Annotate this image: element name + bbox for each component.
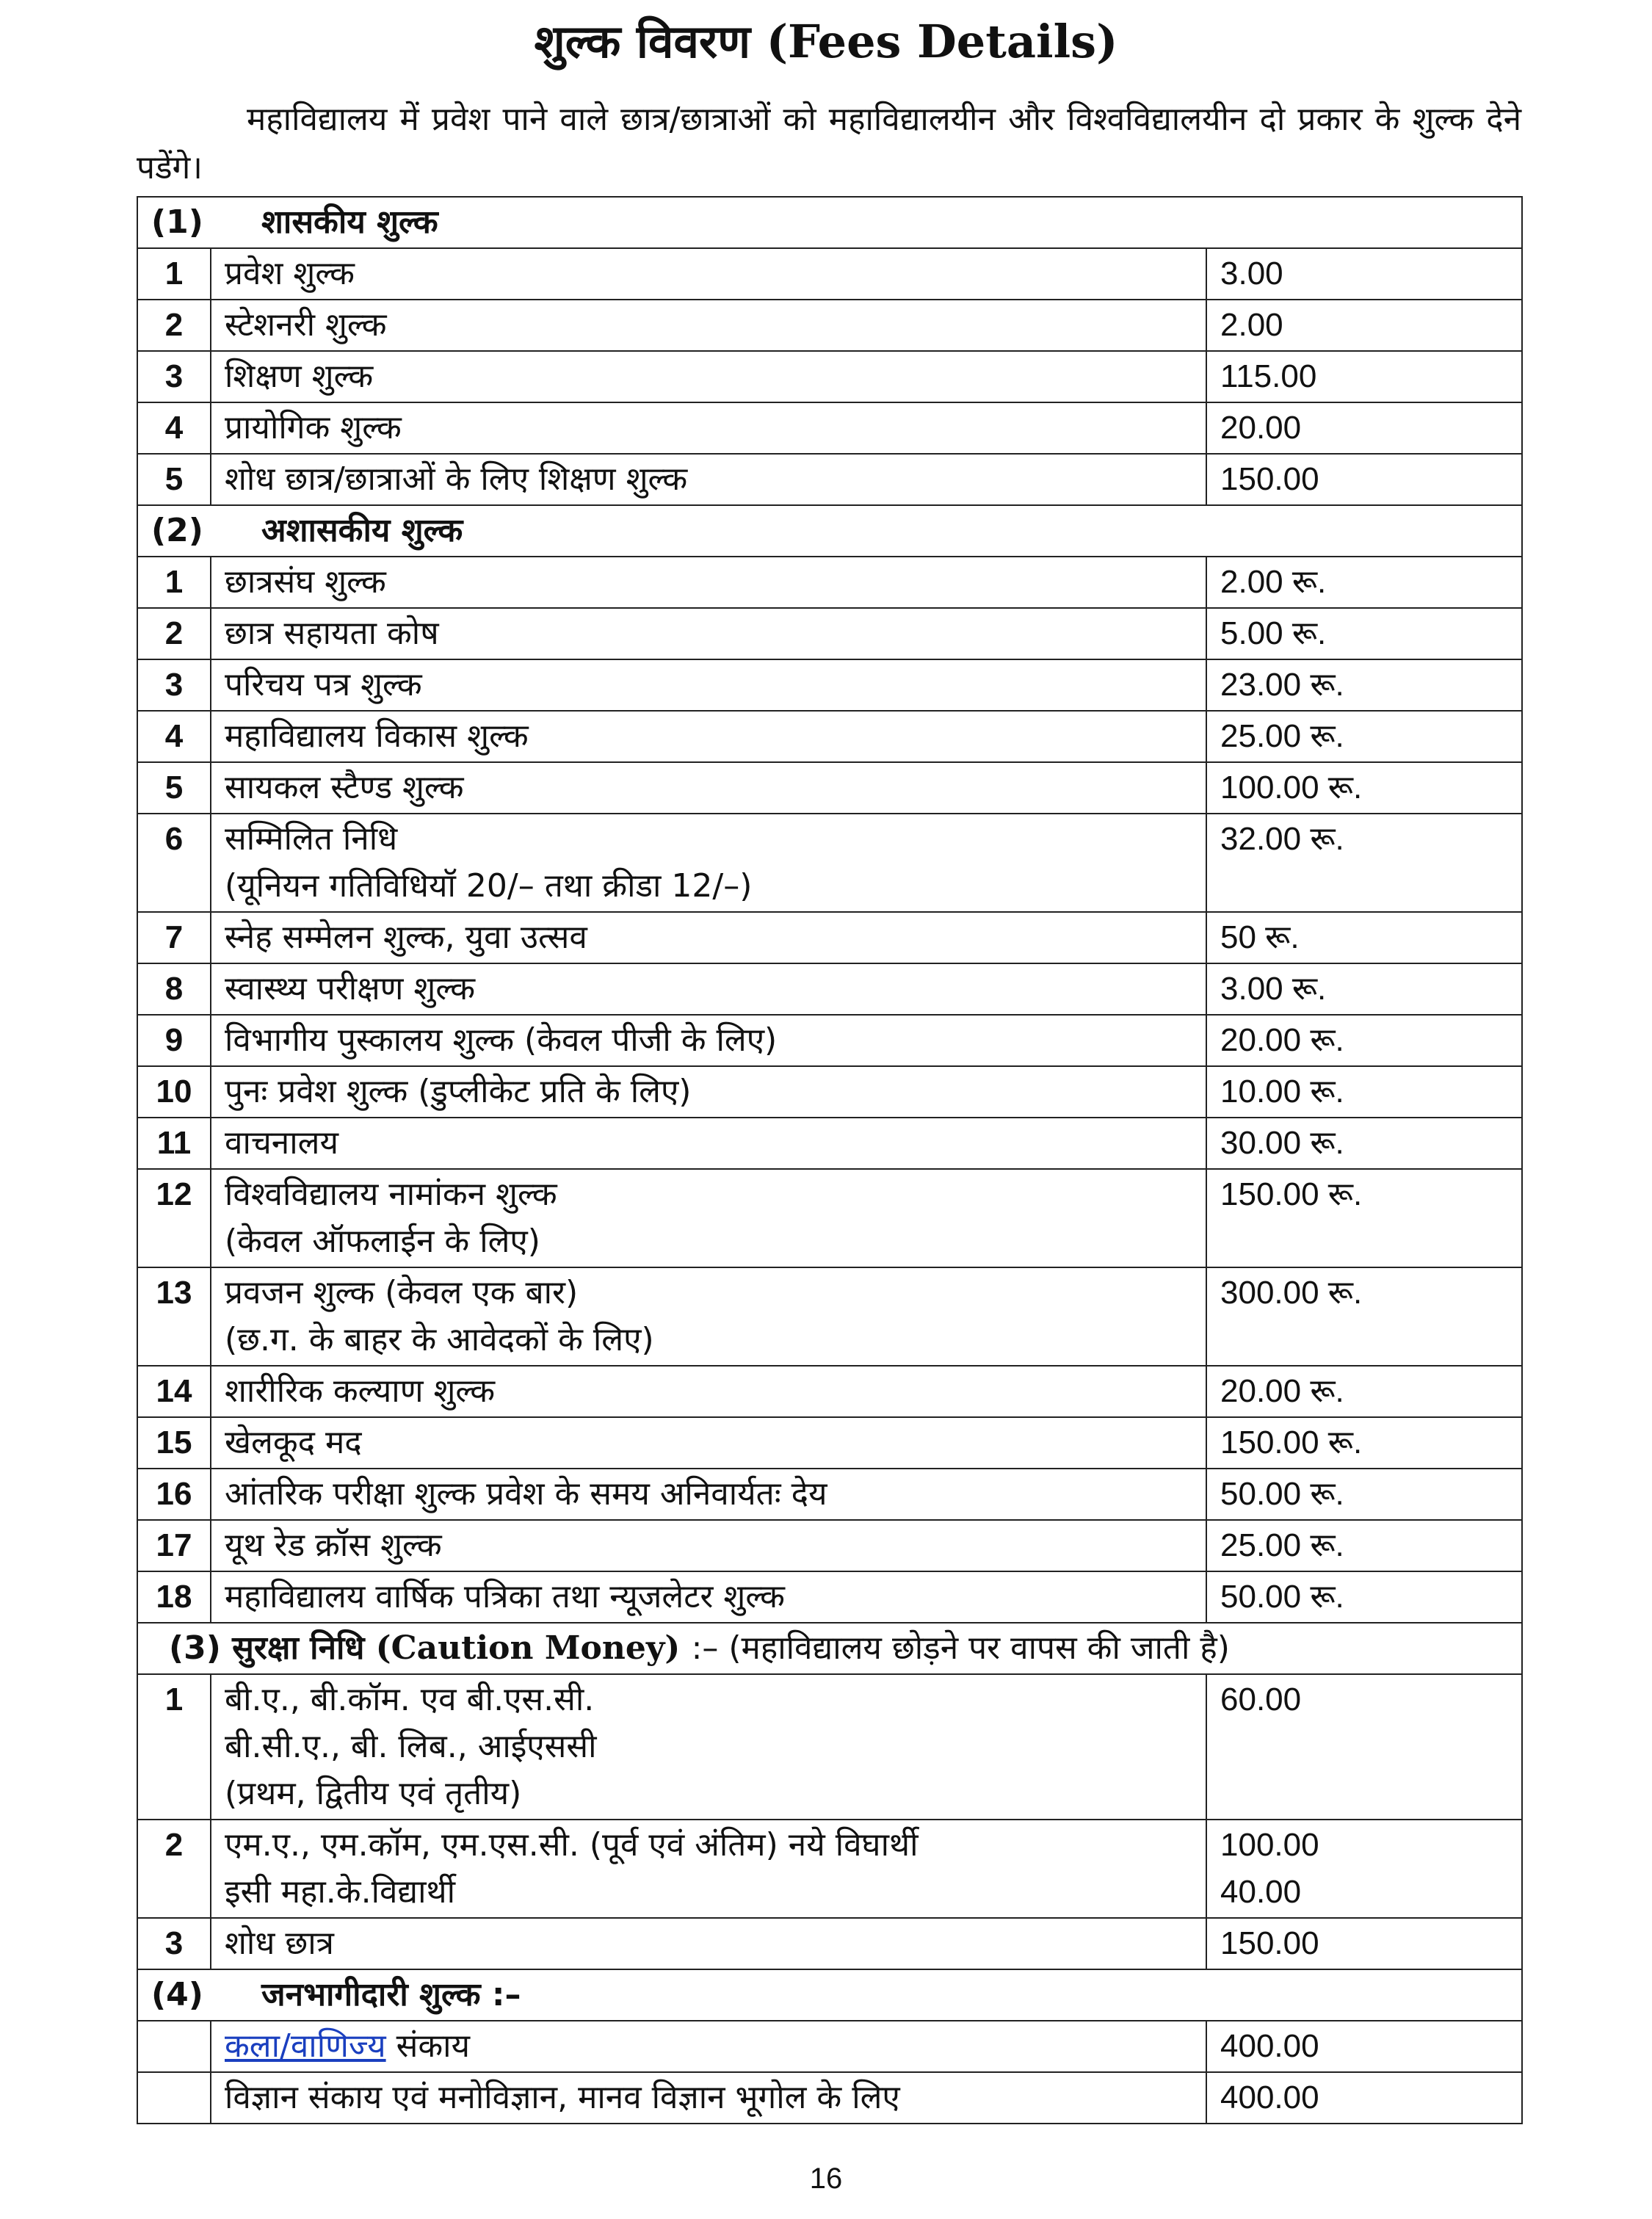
fee-description — [211, 300, 1206, 351]
fee-row — [137, 659, 1522, 711]
description-line: (यूनियन गतिविधियॉ 20/– तथा क्रीडा 12/–) — [225, 867, 753, 905]
description-line: यूथ रेड क्रॉस शुल्क — [225, 1527, 442, 1564]
fee-amount — [1206, 1674, 1522, 1820]
fee-row — [137, 1366, 1522, 1417]
fee-description — [211, 454, 1206, 505]
fees-table-body — [137, 197, 1522, 2124]
row-number: 15 — [137, 1417, 211, 1469]
description-line: शोध छात्र — [225, 1925, 334, 1962]
fee-row — [137, 300, 1522, 351]
fee-description — [211, 711, 1206, 762]
section-header-row — [137, 1623, 1522, 1674]
fee-amount — [1206, 1066, 1522, 1118]
description-line: स्नेह सम्मेलन शुल्क, युवा उत्सव — [225, 919, 587, 956]
section-header-row — [137, 197, 1522, 248]
amount-value: 20.00 — [1220, 410, 1302, 446]
fee-amount — [1206, 912, 1522, 963]
amount-value: 23.00 रू. — [1220, 667, 1344, 703]
section-title-english: (Caution Money) — [375, 1629, 681, 1667]
section-header-cell — [137, 1969, 1522, 2021]
fee-row — [137, 1015, 1522, 1066]
section-title: अशासकीय शुल्क — [261, 512, 463, 549]
section-header-cell — [137, 197, 1522, 248]
amount-value: 300.00 रू. — [1220, 1275, 1363, 1311]
fee-description — [211, 608, 1206, 659]
section-number: (3) — [169, 1629, 221, 1667]
row-number: 3 — [137, 659, 211, 711]
row-number: 5 — [137, 762, 211, 814]
fee-row — [137, 1571, 1522, 1623]
fee-amount — [1206, 248, 1522, 300]
amount-value: 25.00 रू. — [1220, 1527, 1344, 1563]
fee-row — [137, 1918, 1522, 1969]
row-number: 10 — [137, 1066, 211, 1118]
row-number: 3 — [137, 351, 211, 402]
description-line: (केवल ऑफलाईन के लिए) — [225, 1223, 540, 1260]
fee-amount — [1206, 2072, 1522, 2124]
fee-amount — [1206, 963, 1522, 1015]
description-line: बी.ए., बी.कॉम. एव बी.एस.सी. — [225, 1681, 595, 1718]
fee-amount — [1206, 1417, 1522, 1469]
row-number: 17 — [137, 1520, 211, 1571]
fee-description — [211, 1469, 1206, 1520]
fee-description — [211, 963, 1206, 1015]
fee-description — [211, 1918, 1206, 1969]
fee-amount — [1206, 1169, 1522, 1267]
fee-description — [211, 762, 1206, 814]
description-line: छात्र सहायता कोष — [225, 615, 439, 652]
row-number: 1 — [137, 1674, 211, 1820]
fee-amount — [1206, 1918, 1522, 1969]
section-note: :– — [491, 1976, 521, 2013]
fee-amount — [1206, 351, 1522, 402]
fee-row — [137, 912, 1522, 963]
row-number: 11 — [137, 1118, 211, 1169]
amount-value: 10.00 रू. — [1220, 1074, 1344, 1110]
fee-description — [211, 1267, 1206, 1366]
row-number: 5 — [137, 454, 211, 505]
fee-description — [211, 1118, 1206, 1169]
fee-amount — [1206, 659, 1522, 711]
fee-row — [137, 2021, 1522, 2072]
row-number: 16 — [137, 1469, 211, 1520]
section-header-row — [137, 505, 1522, 557]
fee-row — [137, 2072, 1522, 2124]
description-line: एम.ए., एम.कॉम, एम.एस.सी. (पूर्व एवं अंतिम) नये विघार्थी — [225, 1826, 919, 1864]
row-number: 8 — [137, 963, 211, 1015]
amount-value: 50.00 रू. — [1220, 1476, 1344, 1512]
fee-description — [211, 1169, 1206, 1267]
description-line: इसी महा.के.विद्यार्थी — [225, 1873, 456, 1911]
amount-value: 20.00 रू. — [1220, 1373, 1344, 1409]
description-line: प्रवेश शुल्क — [225, 255, 355, 292]
amount-value: 3.00 रू. — [1220, 971, 1327, 1007]
fee-row — [137, 454, 1522, 505]
fee-row — [137, 963, 1522, 1015]
amount-value: 30.00 रू. — [1220, 1125, 1344, 1161]
fee-amount — [1206, 1015, 1522, 1066]
fee-row — [137, 1520, 1522, 1571]
row-number: 4 — [137, 402, 211, 454]
row-number: 2 — [137, 1820, 211, 1918]
row-number: 9 — [137, 1015, 211, 1066]
amount-value: 20.00 रू. — [1220, 1022, 1344, 1058]
fee-row — [137, 557, 1522, 608]
fee-amount — [1206, 454, 1522, 505]
fee-amount — [1206, 1118, 1522, 1169]
fee-description — [211, 248, 1206, 300]
description-line: महाविद्यालय वार्षिक पत्रिका तथा न्यूजलेटर शुल्क — [225, 1578, 785, 1615]
amount-value: 40.00 — [1220, 1874, 1302, 1910]
fee-row — [137, 1169, 1522, 1267]
fee-description — [211, 2072, 1206, 2124]
section-title: शासकीय शुल्क — [261, 203, 438, 241]
section-title: जनभागीदारी शुल्क — [261, 1976, 481, 2013]
fee-amount — [1206, 557, 1522, 608]
row-number — [137, 2021, 211, 2072]
amount-value: 2.00 — [1220, 307, 1283, 343]
section-title: सुरक्षा निधि — [232, 1629, 365, 1667]
section-header-row — [137, 1969, 1522, 2021]
description-link[interactable]: कला/वाणिज्य — [225, 2027, 386, 2065]
amount-value: 150.00 रू. — [1220, 1176, 1363, 1212]
amount-value: 150.00 — [1220, 461, 1319, 497]
amount-value: 150.00 रू. — [1220, 1425, 1363, 1460]
fee-row — [137, 1417, 1522, 1469]
fee-description — [211, 2021, 1206, 2072]
amount-value: 25.00 रू. — [1220, 718, 1344, 754]
description-line: विश्वविद्यालय नामांकन शुल्क — [225, 1176, 557, 1213]
description-line: बी.सी.ए., बी. लिब., आईएससी — [225, 1728, 597, 1765]
description-line: शोध छात्र/छात्राओं के लिए शिक्षण शुल्क — [225, 460, 688, 498]
fee-amount — [1206, 1267, 1522, 1366]
row-number — [137, 2072, 211, 2124]
fee-description — [211, 1015, 1206, 1066]
fee-row — [137, 1267, 1522, 1366]
amount-value: 400.00 — [1220, 2079, 1319, 2115]
fee-description — [211, 1674, 1206, 1820]
intro-paragraph: महाविद्यालय में प्रवेश पाने वाले छात्र/छात्राओं को महाविद्यालयीन और विश्वविद्यालयीन दो प्रकार के शुल्क देने पडेंगे। — [137, 101, 1521, 187]
description-line: प्रवजन शुल्क (केवल एक बार) — [225, 1274, 579, 1311]
fee-description — [211, 814, 1206, 912]
fee-description — [211, 1417, 1206, 1469]
row-number: 1 — [137, 248, 211, 300]
fee-row — [137, 1118, 1522, 1169]
description-line: विज्ञान संकाय एवं मनोविज्ञान, मानव विज्ञान भूगोल के लिए — [225, 2079, 900, 2116]
section-header-cell — [137, 505, 1522, 557]
fee-amount — [1206, 1366, 1522, 1417]
description-line: विभागीय पुस्कालय शुल्क (केवल पीजी के लिए) — [225, 1021, 778, 1059]
description-line: आंतरिक परीक्षा शुल्क प्रवेश के समय अनिवार्यतः देय — [225, 1475, 827, 1513]
description-line: खेलकूद मद — [225, 1424, 362, 1461]
fees-table — [137, 196, 1523, 2124]
fee-amount — [1206, 814, 1522, 912]
description-line: वाचनालय — [225, 1124, 338, 1162]
fee-row — [137, 1820, 1522, 1918]
fee-amount — [1206, 1820, 1522, 1918]
fee-amount — [1206, 2021, 1522, 2072]
fee-row — [137, 814, 1522, 912]
fee-amount — [1206, 762, 1522, 814]
section-number: (1) — [151, 203, 203, 241]
fee-description — [211, 912, 1206, 963]
description-line: सम्मिलित निधि — [225, 820, 398, 858]
fee-row — [137, 402, 1522, 454]
description-line: संकाय — [396, 2027, 471, 2065]
fee-description — [211, 1066, 1206, 1118]
description-line: प्रायोगिक शुल्क — [225, 409, 402, 446]
amount-value: 100.00 रू. — [1220, 770, 1363, 806]
description-line: शिक्षण शुल्क — [225, 358, 374, 395]
row-number: 3 — [137, 1918, 211, 1969]
fee-amount — [1206, 402, 1522, 454]
description-line: (प्रथम, द्वितीय एवं तृतीय) — [225, 1775, 522, 1812]
fee-description — [211, 659, 1206, 711]
description-line: स्टेशनरी शुल्क — [225, 306, 387, 344]
description-line: महाविद्यालय विकास शुल्क — [225, 717, 529, 755]
fee-description — [211, 1366, 1206, 1417]
row-number: 14 — [137, 1366, 211, 1417]
fee-description — [211, 557, 1206, 608]
amount-value: 400.00 — [1220, 2028, 1319, 2064]
row-number: 2 — [137, 300, 211, 351]
fee-amount — [1206, 711, 1522, 762]
fee-amount — [1206, 300, 1522, 351]
amount-value: 115.00 — [1220, 358, 1317, 394]
description-line: (छ.ग. के बाहर के आवेदकों के लिए) — [225, 1321, 654, 1358]
amount-value: 5.00 रू. — [1220, 615, 1327, 651]
amount-value: 3.00 — [1220, 256, 1283, 292]
description-line: सायकल स्टैण्ड शुल्क — [225, 769, 464, 806]
row-number: 4 — [137, 711, 211, 762]
amount-value: 50.00 रू. — [1220, 1579, 1344, 1615]
fee-description — [211, 1520, 1206, 1571]
fee-amount — [1206, 1469, 1522, 1520]
fee-amount — [1206, 1571, 1522, 1623]
fee-description — [211, 1571, 1206, 1623]
fee-row — [137, 711, 1522, 762]
section-number: (4) — [151, 1976, 203, 2013]
fee-description — [211, 402, 1206, 454]
fee-row — [137, 1469, 1522, 1520]
amount-value: 2.00 रू. — [1220, 564, 1327, 600]
description-line: पुनः प्रवेश शुल्क (डुप्लीकेट प्रति के लिए) — [225, 1073, 692, 1110]
section-header-cell — [137, 1623, 1522, 1674]
row-number: 13 — [137, 1267, 211, 1366]
amount-value: 50 रू. — [1220, 919, 1300, 955]
amount-value: 150.00 — [1220, 1925, 1319, 1961]
fee-row — [137, 248, 1522, 300]
amount-value: 32.00 रू. — [1220, 821, 1344, 857]
row-number: 6 — [137, 814, 211, 912]
amount-value: 60.00 — [1220, 1682, 1302, 1717]
page-title: शुल्क विवरण (Fees Details) — [534, 15, 1118, 68]
page-number: 16 — [809, 2162, 843, 2195]
fee-amount — [1206, 1520, 1522, 1571]
row-number: 18 — [137, 1571, 211, 1623]
fee-row — [137, 762, 1522, 814]
row-number: 1 — [137, 557, 211, 608]
amount-value: 100.00 — [1220, 1827, 1319, 1863]
row-number: 7 — [137, 912, 211, 963]
fee-row — [137, 608, 1522, 659]
description-line: छात्रसंघ शुल्क — [225, 563, 386, 601]
section-note: :– (महाविद्यालय छोड़ने पर वापस की जाती है) — [691, 1629, 1230, 1667]
fee-amount — [1206, 608, 1522, 659]
row-number: 2 — [137, 608, 211, 659]
description-line: शारीरिक कल्याण शुल्क — [225, 1372, 496, 1410]
fee-description — [211, 1820, 1206, 1918]
fee-row — [137, 351, 1522, 402]
row-number: 12 — [137, 1169, 211, 1267]
fee-row — [137, 1066, 1522, 1118]
section-number: (2) — [151, 512, 203, 549]
fee-row — [137, 1674, 1522, 1820]
description-line: परिचय पत्र शुल्क — [225, 666, 422, 703]
fee-description — [211, 351, 1206, 402]
description-line: स्वास्थ्य परीक्षण शुल्क — [225, 970, 475, 1007]
